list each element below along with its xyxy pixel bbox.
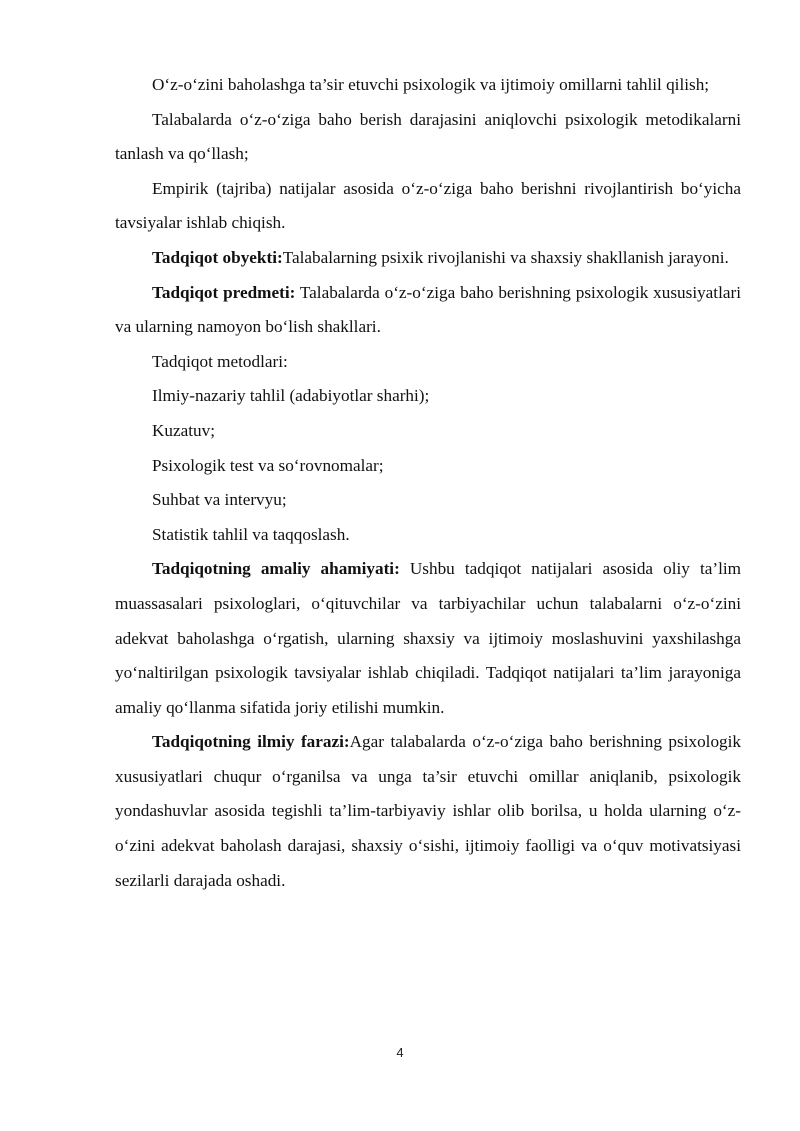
paragraph-text: Empirik (tajriba) natijalar asosida o‘z-o‘ziga baho berishni rivojlantirish bo‘yicha tavsiyalar ishlab chiqish. (115, 178, 741, 233)
document-page (115, 68, 741, 898)
practical-significance-text: Ushbu tadqiqot natijalari asosida oliy ta’lim muassasalari psixologlari, o‘qituvchilar va tarbiyachilar uchun talabalarni o‘z-o‘zini adekvat baholashga o‘rgatish, ularning shaxsiy va ijtimoiy moslashuvini yaxshilashga yo‘naltirilgan psixologik tavsiyalar ishlab chiqiladi. Tadqiqot natijalari ta’lim jarayoniga amaliy qo‘llanma sifatida joriy etilishi mumkin. (115, 559, 741, 717)
paragraph-text: O‘z-o‘zini baholashga ta’sir etuvchi psixologik va ijtimoiy omillarni tahlil qilish; (152, 75, 710, 94)
method-item: Statistik tahlil va taqqoslash. (152, 524, 350, 544)
methods-heading: Tadqiqot metodlari: (152, 351, 288, 371)
research-object-text: Talabalarning psixik rivojlanishi va shaxsiy shakllanish jarayoni. (282, 247, 729, 267)
research-subject-heading: Tadqiqot predmeti: (152, 282, 296, 302)
method-item: Kuzatuv; (152, 420, 216, 440)
objective-paragraph-1 (115, 68, 741, 103)
paragraph-text: Talabalarda o‘z-o‘ziga baho berish darajasini aniqlovchi psixologik metodikalarni tanlash va qo‘llash; (115, 109, 741, 164)
research-object-heading: Tadqiqot obyekti: (152, 247, 283, 267)
hypothesis-heading: Tadqiqotning ilmiy farazi: (152, 732, 350, 752)
method-item: Ilmiy-nazariy tahlil (adabiyotlar sharhi); (152, 386, 430, 406)
hypothesis-text: Agar talabalarda o‘z-o‘ziga baho berishning psixologik xususiyatlari chuqur o‘rganilsa va unga ta’sir etuvchi omillar aniqlanib, psixologik yondashuvlar asosida tegishli ta’lim-tarbiyaviy ishlar olib borilsa, u holda ularning o‘z-o‘zini adekvat baholash darajasi, shaxsiy o‘sishi, ijtimoiy faolligi va o‘quv motivatsiyasi sezilarli darajada oshadi. (115, 732, 742, 890)
practical-significance-paragraph (115, 552, 741, 725)
research-subject-text: Talabalarda o‘z-o‘ziga baho berishning psixologik xususiyatlari va ularning namoyon bo‘lish shakllari. (115, 282, 741, 337)
hypothesis-paragraph (115, 725, 741, 898)
page-number: 4 (396, 1045, 404, 1060)
objective-paragraph-2 (115, 103, 741, 172)
practical-significance-heading: Tadqiqotning amaliy ahamiyati: (152, 559, 400, 579)
research-object-paragraph (115, 241, 741, 276)
method-item: Suhbat va intervyu; (152, 490, 287, 510)
method-item: Psixologik test va so‘rovnomalar; (152, 455, 384, 475)
research-subject-paragraph (115, 276, 741, 345)
objective-paragraph-3 (115, 172, 741, 241)
